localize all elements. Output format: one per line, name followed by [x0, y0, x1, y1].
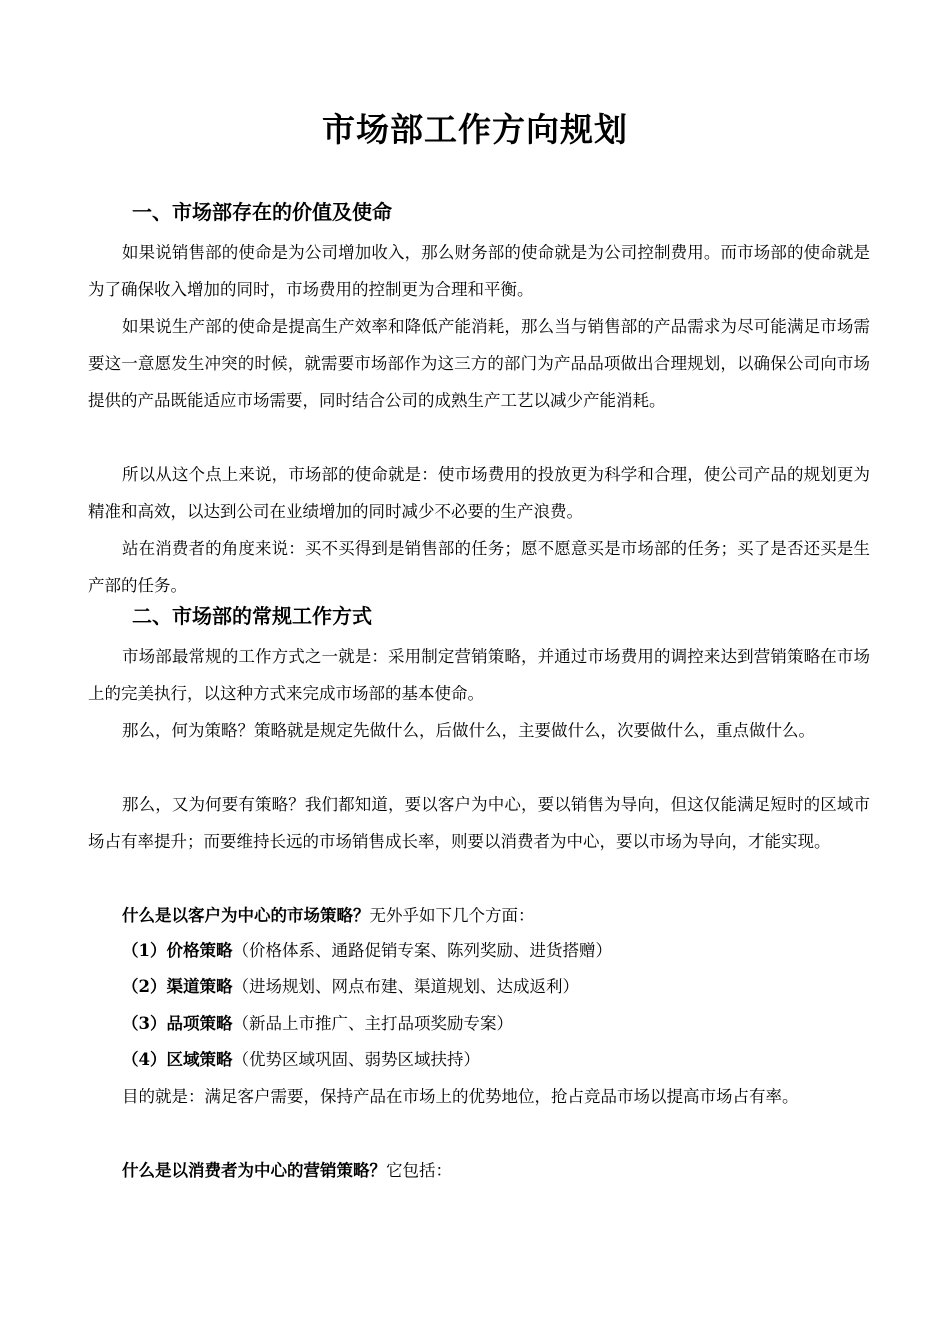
- item-detail: （优势区域巩固、弱势区域扶持）: [232, 1050, 480, 1069]
- item-detail: （新品上市推广、主打品项奖励专案）: [232, 1014, 513, 1033]
- question-bold: 什么是以客户为中心的市场策略？: [122, 906, 370, 925]
- paragraph: 那么，又为何要有策略？我们都知道，要以客户为中心，要以销售为导向，但这仅能满足短时的区域市场占有率提升；而要维持长远的市场销售成长率，则要以消费者为中心，要以市场为导向，才能实现。: [88, 795, 870, 851]
- paragraph: 那么，何为策略？策略就是规定先做什么，后做什么，主要做什么，次要做什么，重点做什么。: [122, 721, 815, 740]
- section-heading-1: 一、市场部存在的价值及使命: [132, 200, 392, 224]
- paragraph: 如果说生产部的使命是提高生产效率和降低产能消耗，那么当与销售部的产品需求为尽可能满足市场需要这一意愿发生冲突的时候，就需要市场部作为这三方的部门为产品品项做出合理规划，以确保公司向市场提供的产品既能适应市场需要，同时结合公司的成熟生产工艺以减少产能消耗。: [88, 317, 870, 410]
- strategy-item: [122, 1005, 513, 1042]
- strategy-item: [122, 932, 612, 969]
- section-heading-2: 二、市场部的常规工作方式: [132, 604, 372, 628]
- strategy-item: [122, 1041, 480, 1078]
- paragraph: 市场部最常规的工作方式之一就是：采用制定营销策略，并通过市场费用的调控来达到营销策略在市场上的完美执行，以这种方式来完成市场部的基本使命。: [88, 647, 870, 703]
- strategy-item: [122, 968, 579, 1005]
- item-name: 价格策略: [166, 941, 233, 960]
- item-name: 区域策略: [166, 1050, 233, 1069]
- item-number: （2）: [122, 977, 167, 996]
- paragraph: 站在消费者的角度来说：买不买得到是销售部的任务；愿不愿意买是市场部的任务；买了是否还买是生产部的任务。: [88, 539, 870, 595]
- page-title: 市场部工作方向规划: [322, 110, 628, 149]
- question-rest: 它包括：: [386, 1161, 452, 1180]
- item-number: （1）: [122, 941, 167, 960]
- paragraph: 目的就是：满足客户需要，保持产品在市场上的优势地位，抢占竞品市场以提高市场占有率。: [122, 1087, 799, 1106]
- paragraph: 如果说销售部的使命是为公司增加收入，那么财务部的使命就是为公司控制费用。而市场部的使命就是为了确保收入增加的同时，市场费用的控制更为合理和平衡。: [88, 243, 870, 299]
- consumer-strategy-question: [122, 1152, 452, 1189]
- item-number: （4）: [122, 1050, 167, 1069]
- item-number: （3）: [122, 1014, 167, 1033]
- customer-strategy-question: [122, 897, 535, 934]
- item-detail: （价格体系、通路促销专案、陈列奖励、进货搭赠）: [232, 941, 612, 960]
- paragraph: 所以从这个点上来说，市场部的使命就是：使市场费用的投放更为科学和合理，使公司产品的规划更为精准和高效，以达到公司在业绩增加的同时减少不必要的生产浪费。: [88, 465, 870, 521]
- item-name: 渠道策略: [166, 977, 233, 996]
- item-name: 品项策略: [166, 1014, 233, 1033]
- item-detail: （进场规划、网点布建、渠道规划、达成返利）: [232, 977, 579, 996]
- question-bold: 什么是以消费者为中心的营销策略？: [122, 1161, 386, 1180]
- question-rest: 无外乎如下几个方面：: [369, 906, 535, 925]
